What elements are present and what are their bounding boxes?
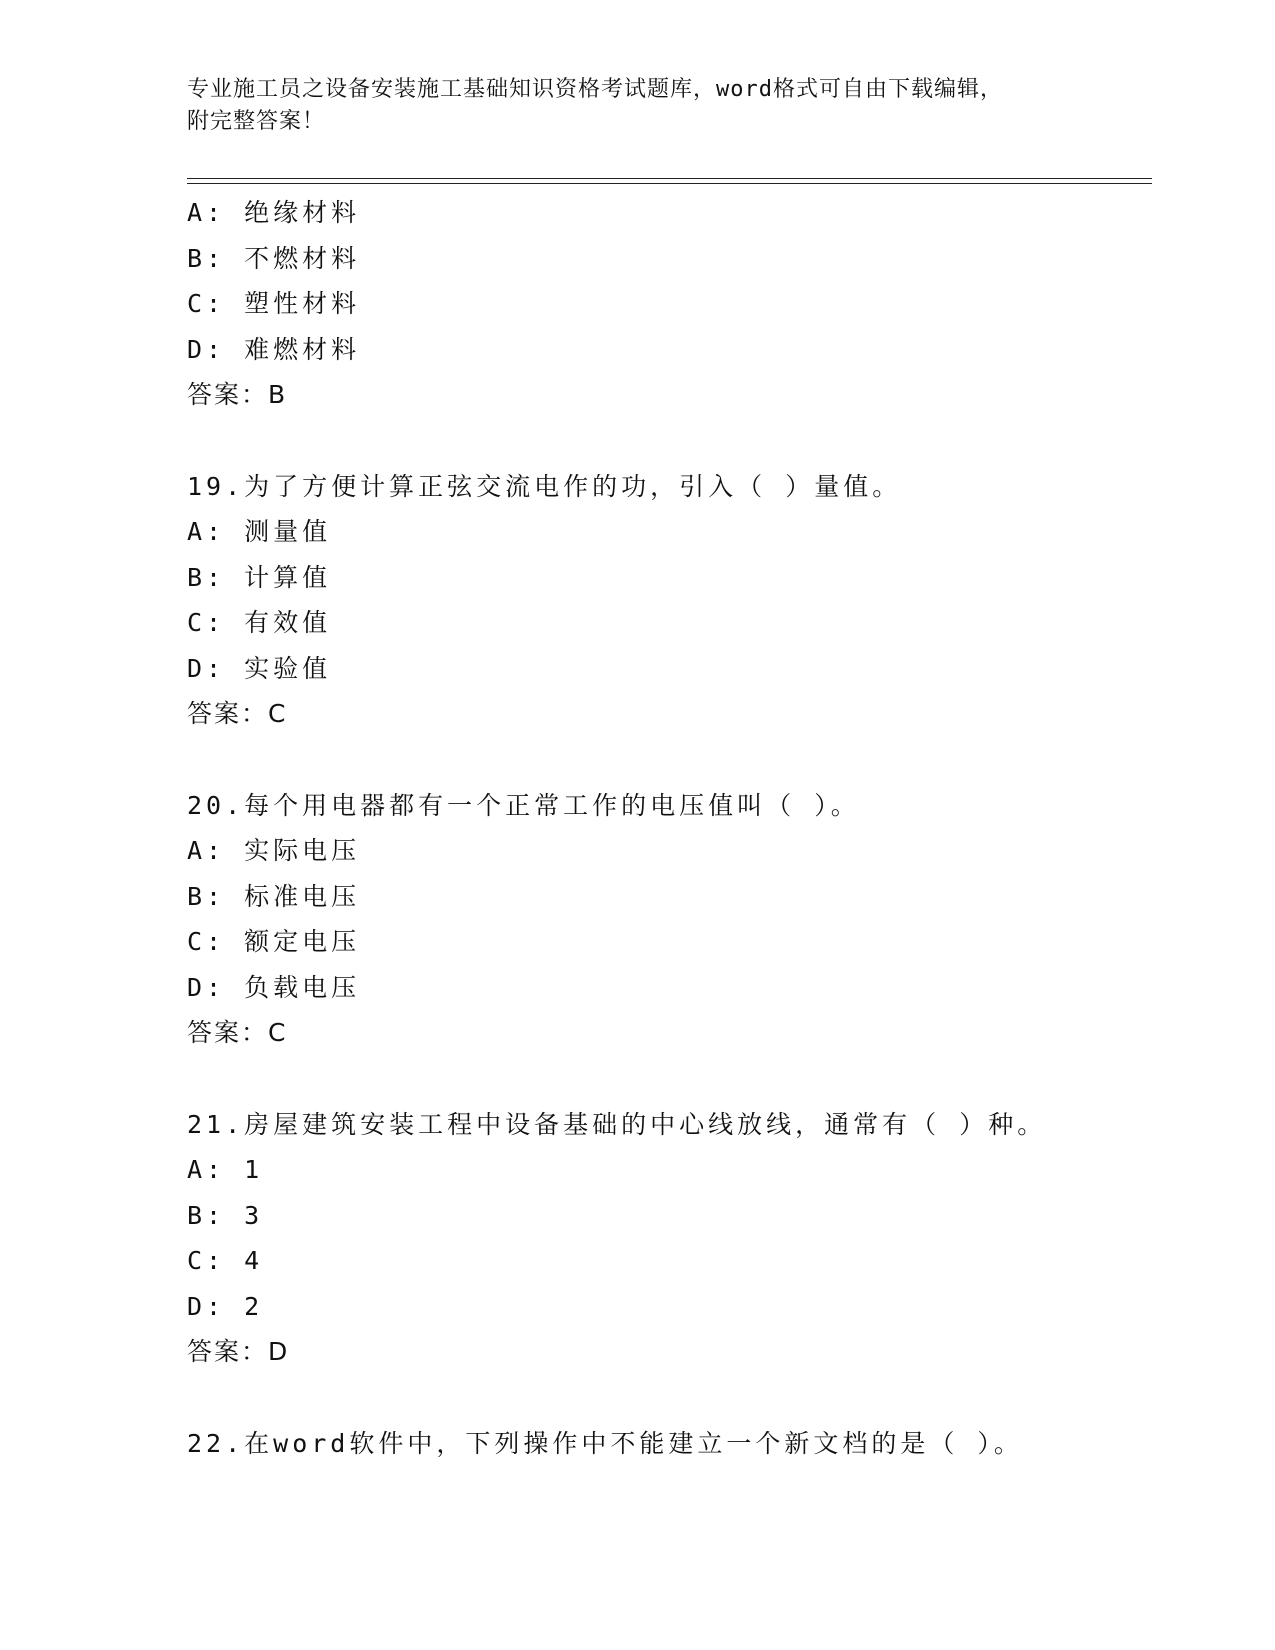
spacer bbox=[187, 737, 1152, 783]
option-a: A: 实际电压 bbox=[187, 836, 361, 865]
spacer bbox=[187, 1056, 1152, 1102]
answer-line: 答案：C bbox=[187, 699, 288, 728]
option-c: C: 4 bbox=[187, 1246, 264, 1275]
option-c: C: 有效值 bbox=[187, 608, 332, 637]
spacer bbox=[187, 1375, 1152, 1421]
question-text: 19.为了方便计算正弦交流电作的功，引入（ ）量值。 bbox=[187, 471, 902, 501]
header-rule-top bbox=[187, 178, 1152, 179]
header-rule-bottom bbox=[187, 183, 1152, 184]
option-b: B: 3 bbox=[187, 1200, 264, 1230]
question-20-block bbox=[187, 783, 1152, 1056]
document-header bbox=[187, 74, 1067, 138]
header-line-1: 专业施工员之设备安装施工基础知识资格考试题库，word格式可自由下载编辑， bbox=[187, 77, 1003, 102]
option-d: D: 实验值 bbox=[187, 653, 332, 683]
option-d: D: 难燃材料 bbox=[187, 334, 361, 364]
option-d: D: 2 bbox=[187, 1291, 264, 1321]
question-text: 20.每个用电器都有一个正常工作的电压值叫（ ）。 bbox=[187, 790, 860, 820]
question-19-block bbox=[187, 464, 1152, 737]
question-text: 21.房屋建筑安装工程中设备基础的中心线放线，通常有（ ）种。 bbox=[187, 1109, 1047, 1139]
option-c: C: 塑性材料 bbox=[187, 289, 361, 318]
question-18-block bbox=[187, 190, 1152, 418]
option-d: D: 负载电压 bbox=[187, 972, 361, 1002]
question-21-block bbox=[187, 1102, 1152, 1375]
option-a: A: 1 bbox=[187, 1155, 264, 1184]
answer-line: 答案：D bbox=[187, 1337, 290, 1366]
option-a: A: 绝缘材料 bbox=[187, 198, 361, 227]
question-text: 22.在word软件中，下列操作中不能建立一个新文档的是（ ）。 bbox=[187, 1428, 1023, 1458]
option-b: B: 标准电压 bbox=[187, 881, 361, 911]
answer-line: 答案：C bbox=[187, 1018, 288, 1047]
spacer bbox=[187, 418, 1152, 464]
question-22-block bbox=[187, 1421, 1152, 1467]
option-b: B: 计算值 bbox=[187, 562, 332, 592]
answer-line: 答案：B bbox=[187, 380, 288, 409]
question-list bbox=[187, 190, 1152, 1466]
option-a: A: 测量值 bbox=[187, 517, 332, 546]
header-line-2: 附完整答案！ bbox=[187, 109, 326, 134]
option-c: C: 额定电压 bbox=[187, 927, 361, 956]
option-b: B: 不燃材料 bbox=[187, 243, 361, 273]
